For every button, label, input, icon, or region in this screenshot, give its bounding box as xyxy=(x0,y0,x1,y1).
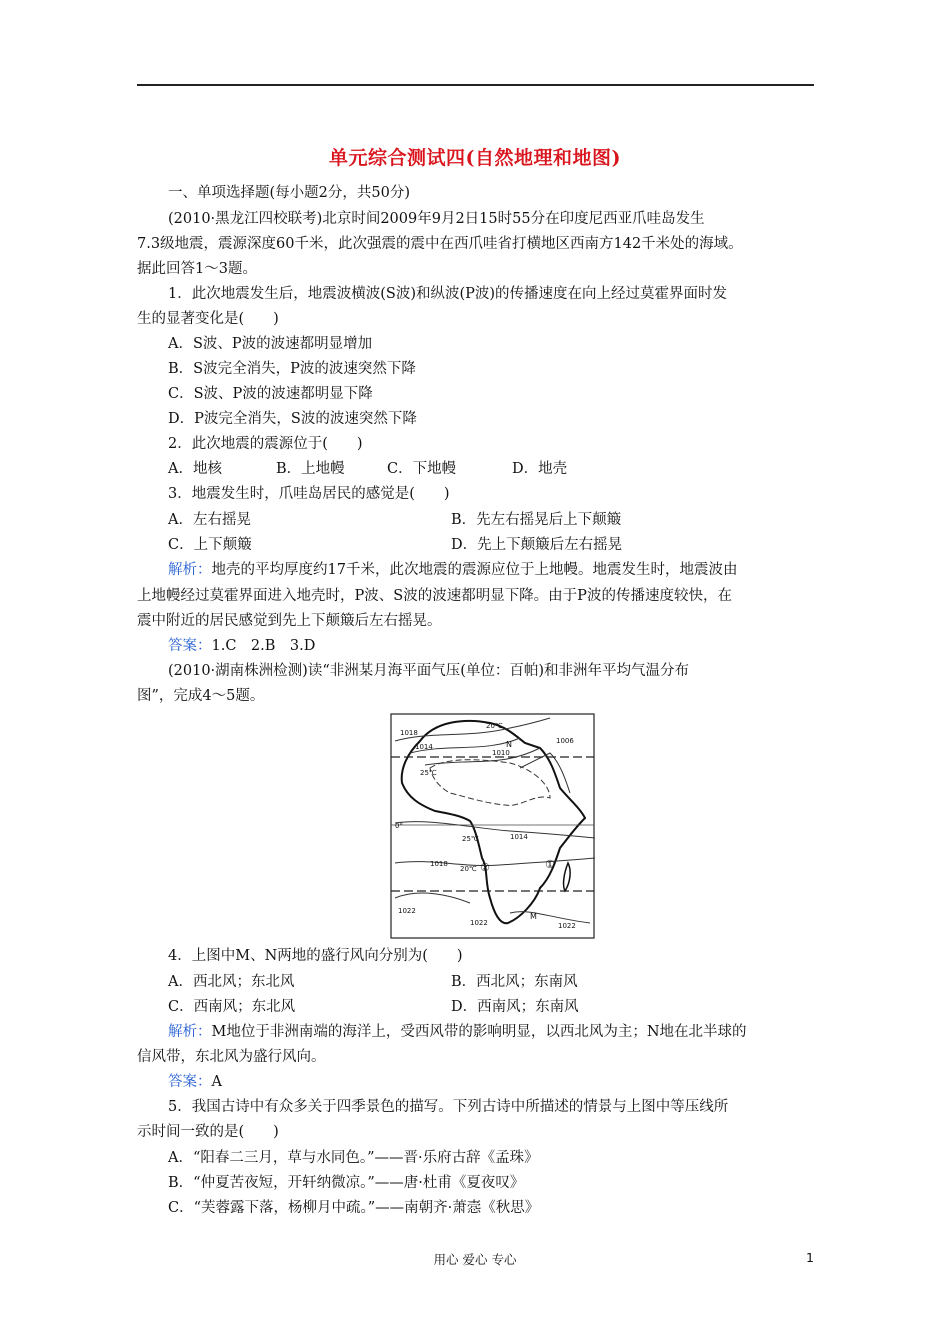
africa-map-figure xyxy=(390,713,595,939)
q4-option-a: A．西北风；东北风 xyxy=(168,974,295,990)
q3-stem: 3．地震发生时，爪哇岛居民的感觉是( ) xyxy=(168,486,450,502)
label-25c: 25℃ xyxy=(420,769,437,777)
q5-option-a: A．“阳春二三月，草与水同色。”——晋·乐府古辞《孟珠》 xyxy=(168,1150,539,1166)
label-circle-2: ② xyxy=(480,861,490,874)
q2-option-b: B．上地幔 xyxy=(276,461,345,477)
label-1022-south: 1022 xyxy=(470,919,488,927)
q4-stem: 4．上图中M、N两地的盛行风向分别为( ) xyxy=(168,948,463,964)
label-20c-south: 20℃ xyxy=(460,865,477,873)
q3-option-c: C．上下颠簸 xyxy=(168,537,252,553)
q4-option-b: B．西北风；东南风 xyxy=(451,974,578,990)
q1-option-a: A．S波、P波的波速都明显增加 xyxy=(168,336,373,352)
label-1022-east: 1022 xyxy=(558,922,576,930)
analysis1-text: 地壳的平均厚度约17千米，此次地震的震源应位于上地幔。地震发生时，地震波由 xyxy=(211,562,738,578)
intro1-line1: (2010·黑龙江四校联考)北京时间2009年9月2日15时55分在印度尼西亚爪哇岛发生 xyxy=(168,211,705,227)
q3-option-d: D．先上下颠簸后左右摇晃 xyxy=(451,537,623,553)
q5-stem-line1: 5．我国古诗中有众多关于四季景色的描写。下列古诗中所描述的情景与上图中等压线所 xyxy=(168,1099,729,1115)
label-circle-1: ① xyxy=(545,858,555,871)
answer-label: 答案： xyxy=(168,638,212,654)
label-1018-south: 1018 xyxy=(430,860,448,868)
q1-option-d: D．P波完全消失，S波的波速突然下降 xyxy=(168,411,417,427)
q1-option-b: B．S波完全消失，P波的波速突然下降 xyxy=(168,361,416,377)
label-1022-west: 1022 xyxy=(398,907,416,915)
q4-option-c: C．西南风；东北风 xyxy=(168,999,296,1015)
q1-stem-line1: 1．此次地震发生后，地震波横波(S波)和纵波(P波)的传播速度在向上经过莫霍界面时发 xyxy=(168,286,728,302)
q2-option-d: D．地壳 xyxy=(512,461,568,477)
label-20c: 20℃ xyxy=(486,722,503,730)
q1-stem-line2: 生的显著变化是( ) xyxy=(137,311,279,327)
page-footer: 用心 爱心 专心 xyxy=(433,1252,517,1267)
answer-label: 答案： xyxy=(168,1074,212,1090)
q1-option-c: C．S波、P波的波速都明显下降 xyxy=(168,386,373,402)
q2-option-a: A．地核 xyxy=(168,461,222,477)
header-rule xyxy=(137,84,814,86)
label-equator: 0° xyxy=(395,822,403,830)
q5-option-c: C．“芙蓉露下落，杨柳月中疏。”——南朝齐·萧悫《秋思》 xyxy=(168,1200,540,1216)
analysis1-line1 xyxy=(168,560,737,580)
section-heading: 一、单项选择题(每小题2分，共50分) xyxy=(168,185,410,201)
analysis1-line2: 上地幔经过莫霍界面进入地壳时，P波、S波的波速都明显下降。由于P波的传播速度较快，在 xyxy=(137,588,732,604)
analysis2-line2: 信风带，东北风为盛行风向。 xyxy=(137,1049,326,1065)
africa-map xyxy=(390,713,595,939)
q5-stem-line2: 示时间一致的是( ) xyxy=(137,1124,279,1140)
q2-stem: 2．此次地震的震源位于( ) xyxy=(168,436,363,452)
intro1-line2: 7.3级地震，震源深度60千米，此次强震的震中在西爪哇省打横地区西南方142千米处的海域。 xyxy=(137,236,743,252)
analysis-label: 解析： xyxy=(168,562,212,578)
analysis-label: 解析： xyxy=(168,1024,212,1040)
answer1-line xyxy=(168,636,315,656)
analysis2-line1 xyxy=(168,1022,747,1042)
intro1-line3: 据此回答1～3题。 xyxy=(137,261,257,277)
label-n: N xyxy=(506,740,512,749)
page-title: 单元综合测试四(自然地理和地图) xyxy=(329,147,621,169)
answer1-text: 1.C 2.B 3.D xyxy=(211,638,316,654)
intro2-line2: 图”，完成4～5题。 xyxy=(137,688,265,704)
answer2-line xyxy=(168,1072,222,1092)
page-number: 1 xyxy=(806,1250,814,1265)
answer2-text: A xyxy=(211,1074,222,1090)
label-m: M xyxy=(530,912,537,921)
label-1010: 1010 xyxy=(492,749,510,757)
q4-option-d: D．西南风；东南风 xyxy=(451,999,579,1015)
analysis2-text: M地位于非洲南端的海洋上，受西风带的影响明显，以西北风为主；N地在北半球的 xyxy=(211,1024,747,1040)
q3-option-a: A．左右摇晃 xyxy=(168,512,251,528)
analysis1-line3: 震中附近的居民感觉到先上下颠簸后左右摇晃。 xyxy=(137,613,442,629)
label-1014: 1014 xyxy=(415,743,433,751)
label-1014-south: 1014 xyxy=(510,833,528,841)
label-25c-south: 25℃ xyxy=(462,835,479,843)
q3-option-b: B．先左右摇晃后上下颠簸 xyxy=(451,512,622,528)
intro2-line1: (2010·湖南株洲检测)读“非洲某月海平面气压(单位：百帕)和非洲年平均气温分布 xyxy=(168,663,690,679)
q5-option-b: B．“仲夏苦夜短，开轩纳微凉。”——唐·杜甫《夏夜叹》 xyxy=(168,1175,525,1191)
q2-option-c: C．下地幔 xyxy=(387,461,457,477)
label-1006: 1006 xyxy=(556,737,574,745)
label-1018: 1018 xyxy=(400,729,418,737)
